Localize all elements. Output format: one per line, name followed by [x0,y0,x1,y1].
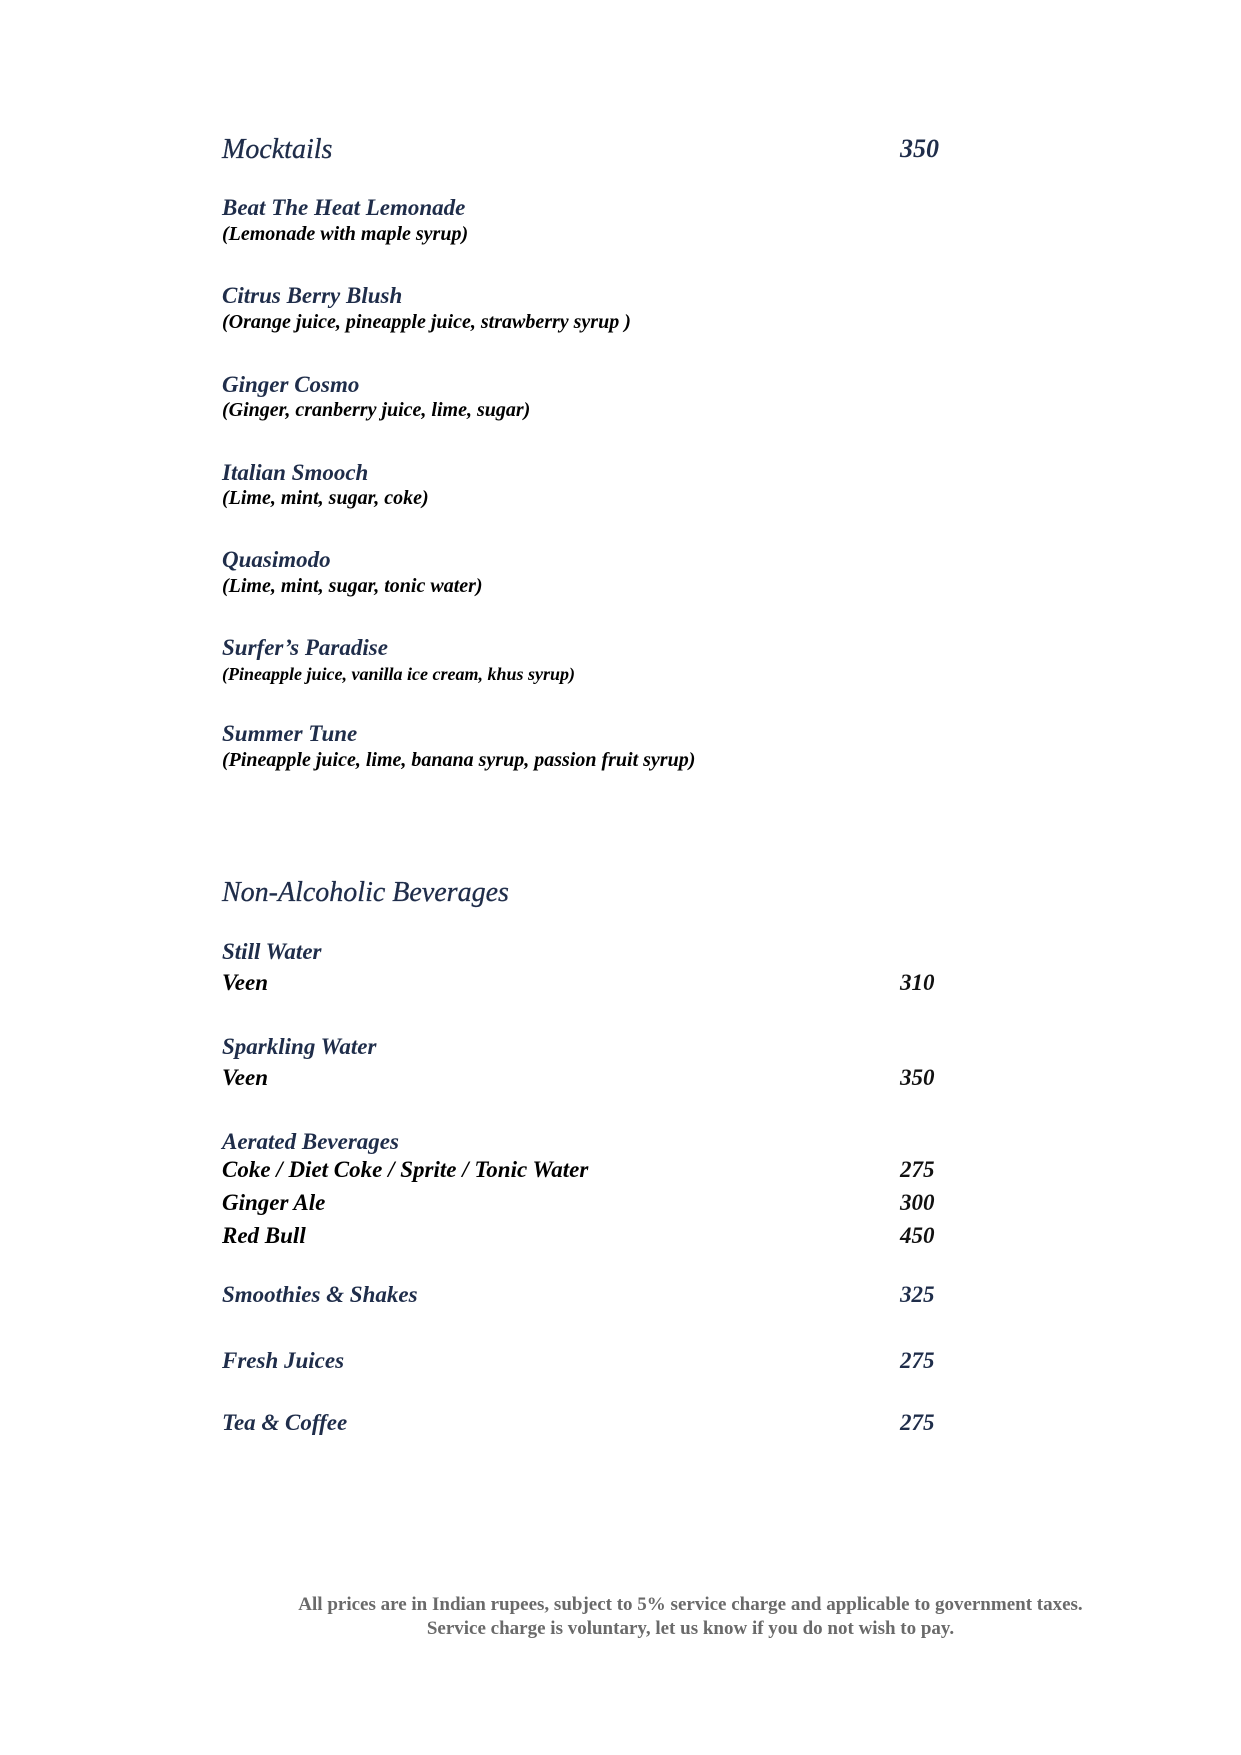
sparkling-water-heading: Sparkling Water [222,1034,377,1059]
mocktails-price: 350 [900,134,939,163]
aerated-price: 275 [900,1157,935,1182]
non-alcoholic-title: Non-Alcoholic Beverages [222,877,509,908]
aerated-item: Ginger Ale [222,1190,326,1215]
aerated-price: 450 [900,1223,935,1248]
tea-coffee-price: 275 [900,1410,935,1435]
smoothies-price: 325 [900,1282,935,1307]
footer-line-1: All prices are in Indian rupees, subject to 5% service charge and applicable to government taxes. [298,1594,1083,1615]
mocktail-name: Summer Tune [222,721,358,746]
fresh-juices-price: 275 [900,1348,935,1373]
mocktail-desc: (Pineapple juice, lime, banana syrup, passion fruit syrup) [222,749,696,771]
aerated-price: 300 [900,1190,935,1215]
tea-coffee-name: Tea & Coffee [222,1410,348,1435]
mocktail-desc: (Lime, mint, sugar, coke) [222,487,429,509]
aerated-item: Red Bull [222,1223,306,1248]
sparkling-water-item: Veen [222,1065,268,1090]
mocktail-name: Quasimodo [222,547,331,572]
fresh-juices-name: Fresh Juices [222,1348,345,1373]
mocktail-name: Surfer’s Paradise [222,635,388,660]
mocktails-title: Mocktails [222,134,333,165]
still-water-heading: Still Water [222,939,322,964]
mocktail-desc: (Pineapple juice, vanilla ice cream, khus syrup) [222,664,575,684]
mocktail-desc: (Ginger, cranberry juice, lime, sugar) [222,399,531,421]
mocktail-desc: (Orange juice, pineapple juice, strawberry syrup ) [222,311,631,333]
mocktail-name: Italian Smooch [222,460,369,485]
footer-line-2: Service charge is voluntary, let us know if you do not wish to pay. [426,1618,955,1639]
mocktail-name: Beat The Heat Lemonade [222,195,466,220]
still-water-item: Veen [222,970,268,995]
still-water-price: 310 [900,970,935,995]
mocktail-desc: (Lemonade with maple syrup) [222,223,469,245]
sparkling-water-price: 350 [900,1065,935,1090]
aerated-item: Coke / Diet Coke / Sprite / Tonic Water [222,1157,589,1182]
mocktail-desc: (Lime, mint, sugar, tonic water) [222,575,483,597]
mocktail-name: Citrus Berry Blush [222,283,403,308]
smoothies-name: Smoothies & Shakes [222,1282,418,1307]
aerated-heading: Aerated Beverages [222,1129,399,1154]
mocktail-name: Ginger Cosmo [222,372,360,397]
